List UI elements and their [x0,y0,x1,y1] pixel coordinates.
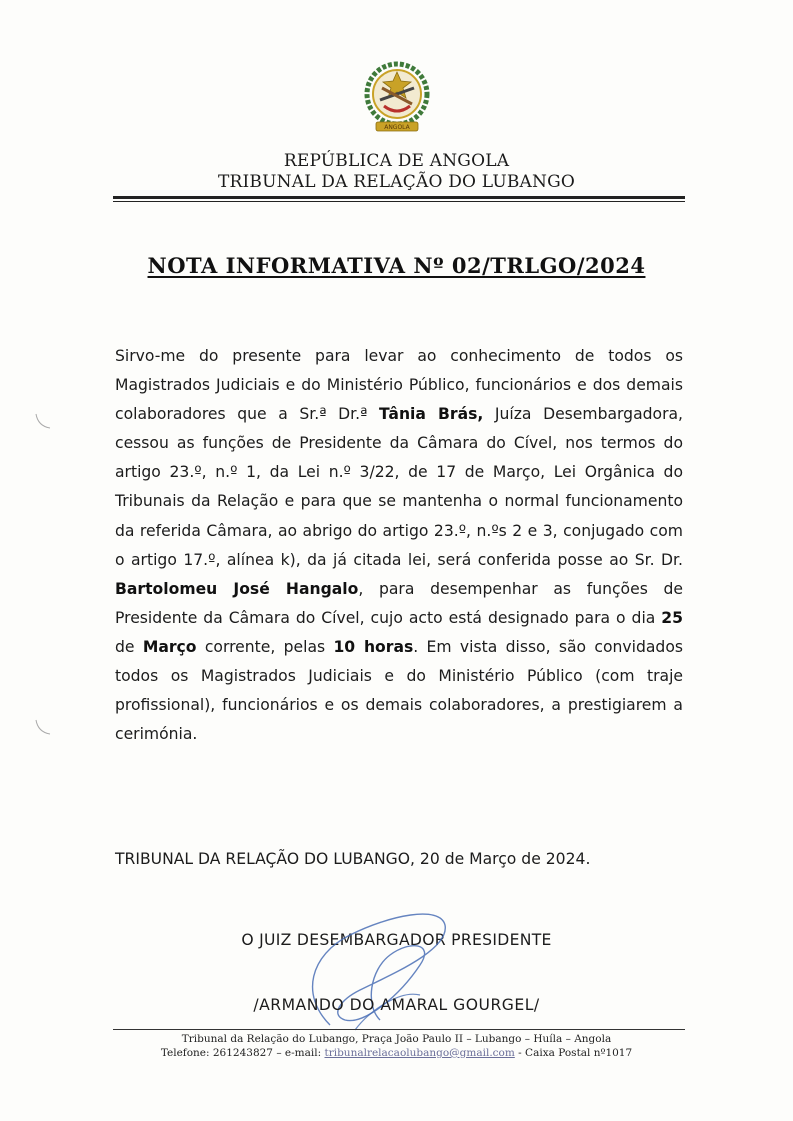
footer-phone: Telefone: 261243827 – e-mail: [160,1047,325,1059]
footer-divider [113,1029,685,1030]
header-institution: TRIBUNAL DA RELAÇÃO DO LUBANGO [217,172,576,192]
event-month: Março [142,637,197,656]
document-title: NOTA INFORMATIVA Nº 02/TRLGO/2024 [147,253,646,278]
angola-coat-of-arms-icon [360,60,434,140]
header-divider-thick [113,196,685,199]
place-date-line: TRIBUNAL DA RELAÇÃO DO LUBANGO, 20 de Março de 2024. [115,850,591,868]
event-day: 25 [661,608,683,627]
person-name-1: Tânia Brás, [379,405,484,424]
body-text-part: de [115,637,143,656]
punch-hole-mark-icon [34,412,54,432]
event-hour: 10 horas [333,637,414,656]
footer-email-link[interactable]: tribunalrelacaolubango@gmail.com [324,1047,515,1059]
body-paragraph [115,342,683,749]
signatory-role: O JUIZ DESEMBARGADOR PRESIDENTE [241,931,552,949]
body-text-part: Sirvo-me do presente para levar ao conhecimento de todos os Magistrados Judiciais e do Ministério Público, funcionários e dos demais colaboradores que a Sr.ª Dr.ª [115,347,683,424]
header-divider-thin [113,201,685,202]
body-text-part: , para desempenhar as funções de Presidente da Câmara do Cível, cujo acto está designado para o dia [115,579,683,627]
body-text-part: Juíza Desembargadora, cessou as funções de Presidente da Câmara do Cível, nos termos do artigo 23.º, n.º 1, da Lei n.º 3/22, de 17 de Março, Lei Orgânica do Tribunais da Relação e para que se mantenha o normal funcionamento da referida Câmara, ao abrigo do artigo 23.º, n.ºs 2 e 3, conjugado com o artigo 17.º, alínea k), da já citada lei, será conferida posse ao Sr. Dr. [115,405,683,569]
person-name-2: Bartolomeu José Hangalo [115,579,359,598]
body-text-part: . Em vista disso, são convidados todos os Magistrados Judiciais e do Ministério Público (com traje profissional), funcionários e os demais colaboradores, a prestigiarem a cerimónia. [115,637,683,744]
header-country: REPÚBLICA DE ANGOLA [283,151,510,171]
handwritten-signature-icon [270,895,470,1035]
footer-address: Tribunal da Relação do Lubango, Praça João Paulo II – Lubango – Huíla – Angola [181,1033,612,1045]
emblem-ribbon-text: ANGOLA [384,124,410,131]
footer-contact [0,1047,793,1059]
footer-postal: - Caixa Postal nº1017 [514,1047,633,1059]
punch-hole-mark-icon [34,718,54,738]
body-text-part: corrente, pelas [196,637,334,656]
signatory-name: /ARMANDO DO AMARAL GOURGEL/ [253,996,540,1014]
